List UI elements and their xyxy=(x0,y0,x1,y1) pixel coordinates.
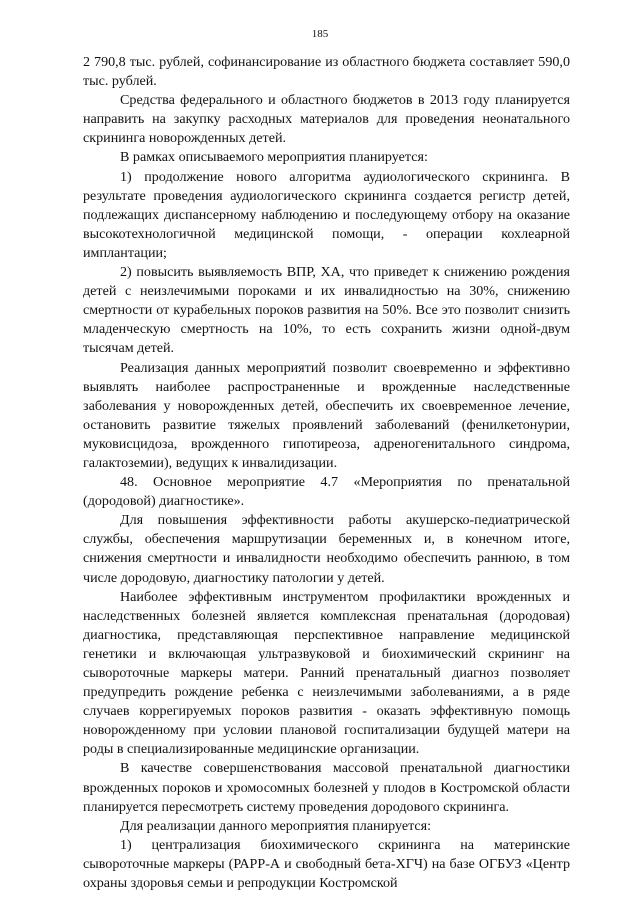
paragraph-screening-revision: В качестве совершенствования массовой пренатальной диагностики врожденных пороков и хромосомных болезней у плодов в Костромской области планируется пересмотреть систему проведения дородового скрининга. xyxy=(83,760,570,815)
document-body xyxy=(83,53,570,893)
section-heading-measure-4-7: 48. Основное мероприятие 4.7 «Мероприятия по пренатальной (дородовой) диагностике». xyxy=(83,474,570,510)
list-item-centralization: 1) централизация биохимического скрининга на материнские сывороточные маркеры (РАРР-А и свободный бета-ХГЧ) на базе ОГБУЗ «Центр охраны здоровья семьи и репродукции Костромской xyxy=(83,836,570,892)
list-item-detection-rate: 2) повысить выявляемость ВПР, ХА, что приведет к снижению рождения детей с неизлечимыми пороками и их инвалидностью на 30%, снижению смертности от курабельных пороков развития на 50%. Все это позволит снизить младенческую смертность на 10%, то есть сохранить жизни одной-двум тысячам детей. xyxy=(83,264,570,357)
paragraph-prenatal-diagnostics: Наиболее эффективным инструментом профилактики врожденных и наследственных болезней является комплексная пренатальная (дородовая) диагностика, представляющая перспективное направление медицинской генетики и включающая ультразвуковой и биохимический скрининг на сывороточные маркеры матери. Ранний пренатальный диагноз позволяет предупредить рождение ребенка с неизлечимыми заболеваниями, а в ряде случаев коррегируемых пороков развития - оказать эффективную помощь новорожденному при условии плановой госпитализации будущей матери на роды в специализированные медицинские организации. xyxy=(83,588,570,758)
paragraph-funds-2013: Средства федерального и областного бюджетов в 2013 году планируется направить на закупку расходных материалов для проведения неонатального скрининга новорожденных детей. xyxy=(83,92,570,147)
paragraph-budget-cofinancing: 2 790,8 тыс. рублей, софинансирование из областного бюджета составляет 590,0 тыс. рублей. xyxy=(83,54,570,90)
paragraph-service-efficiency: Для повышения эффективности работы акушерско-педиатрической службы, обеспечения маршрутизации беременных и, в конечном итоге, снижения смертности и инвалидности необходимо обеспечить раннюю, в том числе дородовую, диагностику патологии у детей. xyxy=(83,512,570,586)
page-number: 185 xyxy=(311,28,329,40)
paragraph-planned-intro: В рамках описываемого мероприятия планируется: xyxy=(120,149,428,166)
paragraph-implementation-effect: Реализация данных мероприятий позволит своевременно и эффективно выявлять наиболее распространенные и врожденные наследственные заболевания у новорожденных детей, обеспечить их своевременное лечение, остановить развитие тяжелых проявлений заболеваний (фенилкетонурии, муковисцидоза, врожденного гипотиреоза, адреногенитального синдрома, галактоземии), ведущих к инвалидизации. xyxy=(83,359,570,471)
list-item-audiology-screening: 1) продолжение нового алгоритма аудиологического скрининга. В результате проведения аудиологического скрининга создается регистр детей, подлежащих диспансерному наблюдению и последующему отбору на оказание высокотехнологичной медицинской помощи, - операции кохлеарной имплантации; xyxy=(83,168,570,261)
paragraph-planned-intro-2: Для реализации данного мероприятия планируется: xyxy=(120,817,432,834)
